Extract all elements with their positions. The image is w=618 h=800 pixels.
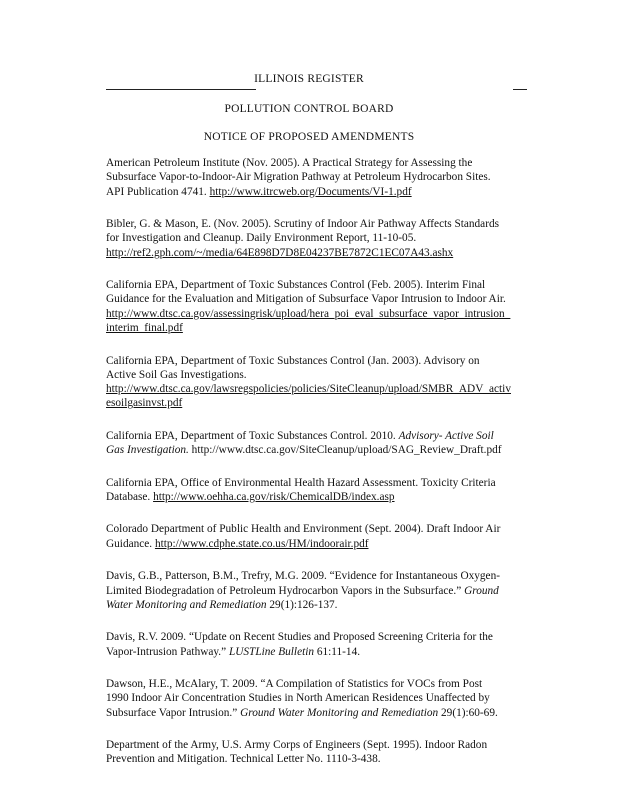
notice-title: NOTICE OF PROPOSED AMENDMENTS [203,131,415,143]
board-title: POLLUTION CONTROL BOARD [224,103,394,115]
ref-line: for Investigation and Cleanup. Daily Environment Report, 11-10-05. [106,232,417,245]
ref-journal: Ground [464,584,499,597]
reference-link[interactable]: http://www.dtsc.ca.gov/assessingrisk/upload/hera_poi_eval_subsurface_vapor_intrusion_ [106,307,511,320]
reference-bibler-2005 [106,217,546,260]
ref-journal-cont: Water Monitoring and Remediation [106,598,267,611]
reference-link-cont[interactable]: esoilgasinvst.pdf [106,397,183,410]
reference-link-cont[interactable]: interim_final.pdf [106,322,183,335]
ref-line: Colorado Department of Public Health and Environment (Sept. 2004). Draft Indoor Air [106,523,501,536]
reference-oehha [106,476,546,505]
reference-link[interactable]: http://www.oehha.ca.gov/risk/ChemicalDB/index.asp [153,490,395,503]
reference-caepa-2003 [106,354,546,411]
ref-title: Advisory- Active Soil [398,429,494,442]
reference-link[interactable]: http://www.cdphe.state.co.us/HM/indoorair.pdf [154,537,369,550]
ref-line: Database. [106,490,151,503]
reference-api-2005 [106,156,546,199]
ref-line: Active Soil Gas Investigations. [106,368,247,381]
ref-line: Bibler, G. & Mason, E. (Nov. 2005). Scrutiny of Indoor Air Pathway Affects Standards [106,218,500,231]
ref-line: California EPA, Department of Toxic Substances Control (Feb. 2005). Interim Final [106,279,486,292]
ref-pages: 29(1):60-69. [441,706,498,719]
reference-davis-rv-2009 [106,630,546,659]
reference-davis-gb-2009 [106,569,546,612]
ref-journal: LUSTLine Bulletin [228,645,315,658]
ref-line: Vapor-Intrusion Pathway.” [106,645,227,658]
ref-journal: Ground Water Monitoring and Remediation [240,706,439,719]
ref-pages: 61:11-14. [316,645,361,658]
ref-line: Dawson, H.E., McAlary, T. 2009. “A Compilation of Statistics for VOCs from Post [106,678,483,691]
ref-line: California EPA, Department of Toxic Substances Control. 2010. [106,429,396,442]
header-rule-right [513,89,527,90]
reference-list [106,156,546,785]
reference-army-1995 [106,738,546,767]
header-rule-left [106,89,256,90]
ref-line: Davis, G.B., Patterson, B.M., Trefry, M.G. 2009. “Evidence for Instantaneous Oxygen- [106,570,500,583]
register-title: ILLINOIS REGISTER [254,73,364,85]
ref-pages: 29(1):126-137. [269,598,338,611]
ref-line: Limited Biodegradation of Petroleum Hydrocarbon Vapors in the Subsurface.” [106,584,462,597]
ref-line: California EPA, Office of Environmental Health Hazard Assessment. Toxicity Criteria [106,476,496,489]
ref-line: Prevention and Mitigation. Technical Letter No. 1110-3-438. [106,753,381,766]
reference-link[interactable]: http://www.dtsc.ca.gov/lawsregspolicies/policies/SiteCleanup/upload/SMBR_ADV_activ [106,383,511,396]
ref-title-cont: Gas Investigation. [106,444,189,457]
reference-caepa-2005 [106,278,546,335]
reference-link[interactable]: http://www.itrcweb.org/Documents/VI-1.pdf [209,185,412,198]
ref-line: Guidance. [106,537,153,550]
ref-line: Guidance for the Evaluation and Mitigation of Subsurface Vapor Intrusion to Indoor Air. [106,293,506,306]
reference-caepa-2010 [106,429,546,458]
ref-line: 1990 Indoor Air Concentration Studies in North American Residences Unaffected by [106,692,490,705]
reference-link[interactable]: http://ref2.gph.com/~/media/64E898D7D8E04237BE7872C1EC07A43.ashx [106,246,454,259]
reference-dawson-2009 [106,677,546,720]
ref-line: API Publication 4741. [106,185,207,198]
ref-line: California EPA, Department of Toxic Substances Control (Jan. 2003). Advisory on [106,354,480,367]
reference-link[interactable]: http://www.dtsc.ca.gov/SiteCleanup/upload/SAG_Review_Draft.pdf [191,444,502,457]
ref-line: Subsurface Vapor Intrusion.” [106,706,238,719]
ref-line: American Petroleum Institute (Nov. 2005). A Practical Strategy for Assessing the [106,157,473,169]
ref-line: Davis, R.V. 2009. “Update on Recent Studies and Proposed Screening Criteria for the [106,631,493,644]
ref-line: Department of the Army, U.S. Army Corps of Engineers (Sept. 1995). Indoor Radon [106,739,488,752]
ref-line: Subsurface Vapor-to-Indoor-Air Migration Pathway at Petroleum Hydrocarbon Sites. [106,171,491,184]
reference-colorado-2004 [106,522,546,551]
